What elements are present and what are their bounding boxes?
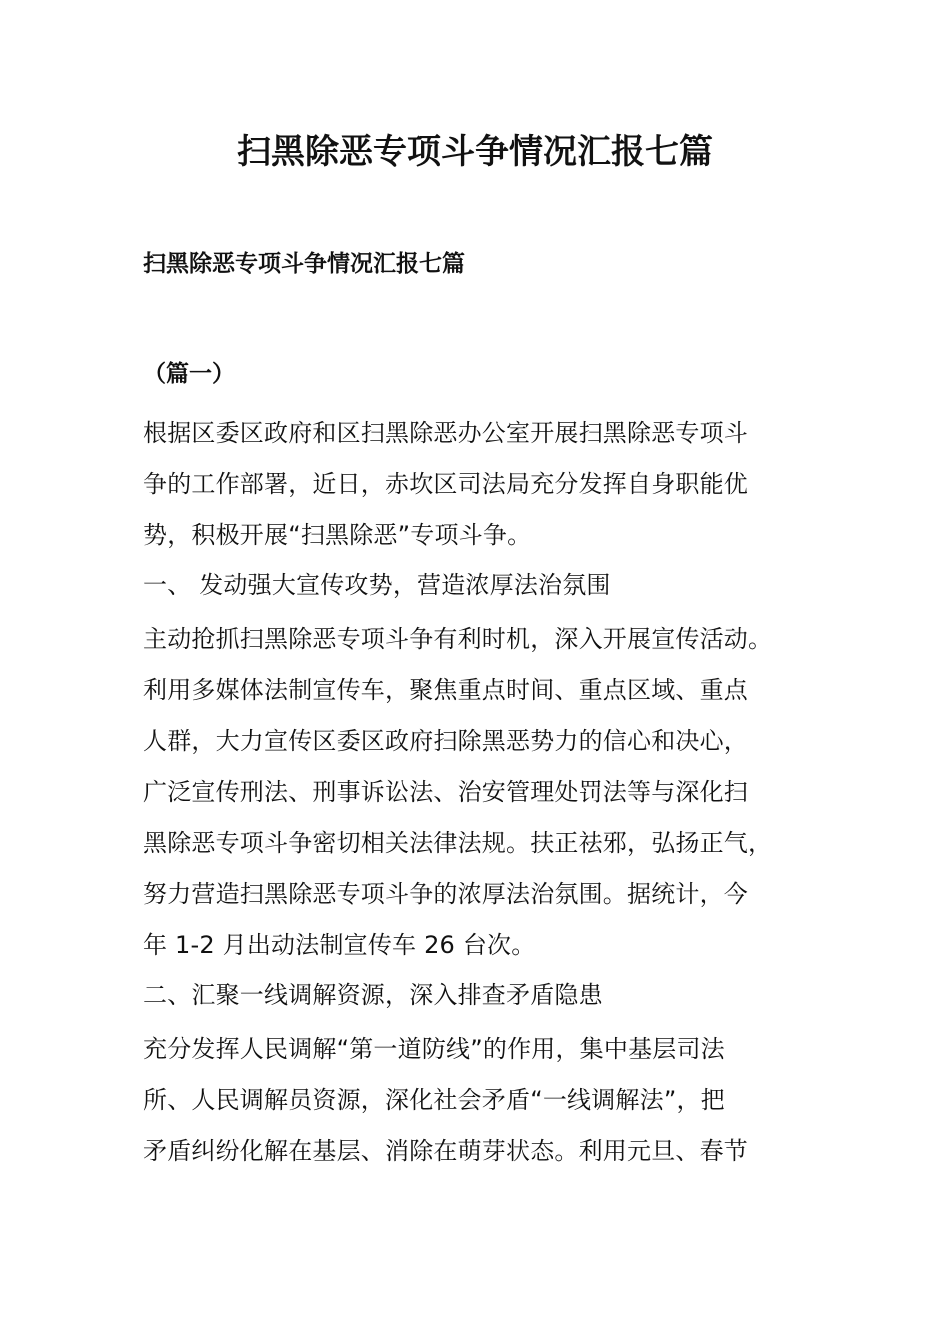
paragraph-line: 努力营造扫黑除恶专项斗争的浓厚法治氛围。据统计，今 <box>143 880 748 908</box>
section-heading-1: 一、 发动强大宣传攻势，营造浓厚法治氛围 <box>143 571 611 599</box>
paragraph-line: 主动抢抓扫黑除恶专项斗争有利时机，深入开展宣传活动。 <box>143 625 773 653</box>
document-subtitle: 扫黑除恶专项斗争情况汇报七篇 <box>143 251 465 277</box>
paragraph-line: 利用多媒体法制宣传车，聚焦重点时间、重点区域、重点 <box>143 676 748 704</box>
document-title: 扫黑除恶专项斗争情况汇报七篇 <box>237 132 713 172</box>
paragraph-line: 黑除恶专项斗争密切相关法律法规。扶正祛邪，弘扬正气， <box>143 829 773 857</box>
section-heading-2: 二、汇聚一线调解资源，深入排查矛盾隐患 <box>143 981 603 1009</box>
paragraph-1 <box>143 408 803 561</box>
paragraph-line: 所、人民调解员资源，深化社会矛盾“一线调解法”，把 <box>143 1086 725 1114</box>
paragraph-line: 广泛宣传刑法、刑事诉讼法、治安管理处罚法等与深化扫 <box>143 778 748 806</box>
paragraph-line: 矛盾纠纷化解在基层、消除在萌芽状态。利用元旦、春节 <box>143 1137 748 1165</box>
paragraph-3 <box>143 1024 803 1177</box>
paragraph-line: 势，积极开展“扫黑除恶”专项斗争。 <box>143 521 532 549</box>
paragraph-line: 年 1-2 月出动法制宣传车 26 台次。 <box>143 931 536 959</box>
paragraph-line: 争的工作部署，近日，赤坎区司法局充分发挥自身职能优 <box>143 470 748 498</box>
paragraph-line: 人群，大力宣传区委区政府扫除黑恶势力的信心和决心， <box>143 727 748 755</box>
section-label: （篇一） <box>143 361 235 387</box>
paragraph-2 <box>143 614 803 971</box>
paragraph-line: 充分发挥人民调解“第一道防线”的作用，集中基层司法 <box>143 1035 725 1063</box>
paragraph-line: 根据区委区政府和区扫黑除恶办公室开展扫黑除恶专项斗 <box>143 419 748 447</box>
